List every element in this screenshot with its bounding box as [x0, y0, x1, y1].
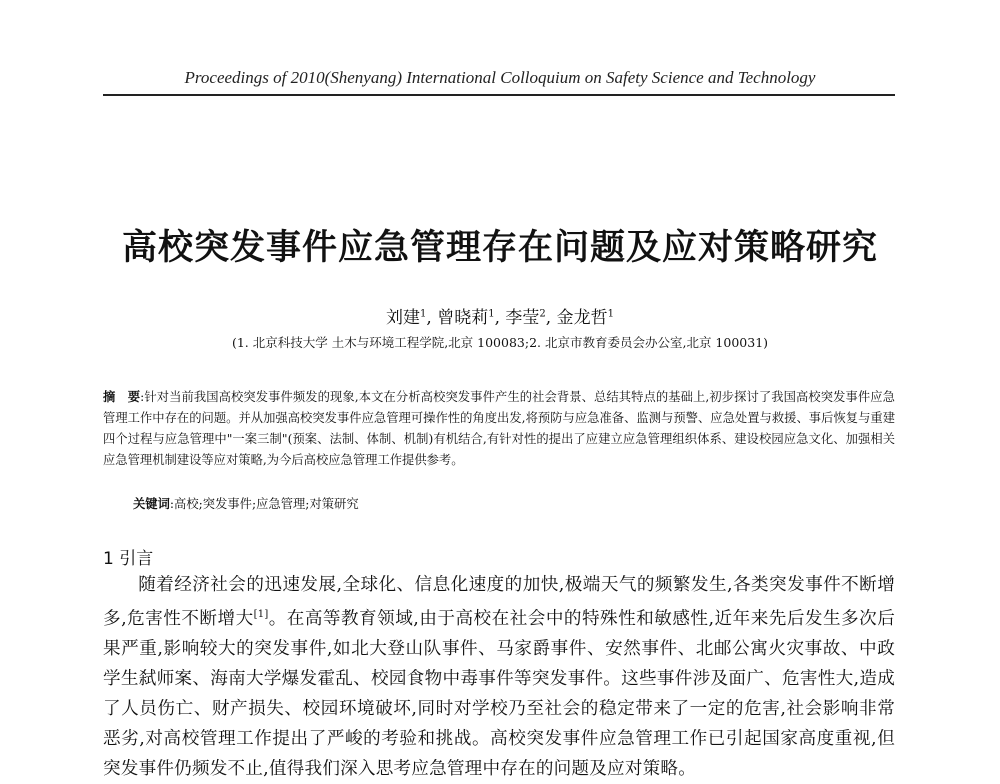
author-name: 金龙哲 [556, 308, 608, 328]
paper-title: 高校突发事件应急管理存在问题及应对策略研究 [121, 227, 878, 268]
body-paragraph [103, 570, 895, 784]
author-name: 李莹 [505, 308, 540, 328]
affiliation-marker: 1 [607, 308, 614, 320]
affiliation-marker: 1 [488, 308, 495, 320]
author-name: 刘建 [386, 308, 421, 328]
running-header: Proceedings of 2010(Shenyang) International Colloquium on Safety Science and Technology [184, 68, 816, 87]
keywords [133, 494, 893, 512]
affiliations: (1. 北京科技大学 土木与环境工程学院,北京 100083;2. 北京市教育委员会办公室,北京 100031) [231, 335, 769, 350]
section-heading: 1 引言 [103, 549, 154, 569]
keywords-text: :高校;突发事件;应急管理;对策研究 [169, 497, 359, 511]
abstract-text: :针对当前我国高校突发事件频发的现象,本文在分析高校突发事件产生的社会背景、总结其特点的基础上,初步探讨了我国高校突发事件应急管理工作中存在的问题。并从加强高校突发事件应急管理可操作性的角度出发,将预防与应急准备、监测与预警、应急处置与救援、事后恢复与重建四个过程与应急管理中"一案三制"(预案、法制、体制、机制)有机结合,有针对性的提出了应建立应急管理组织体系、建设校园应急文化、加强相关应急管理机制建设等应对策略,为今后高校应急管理工作提供参考。 [103, 390, 895, 467]
author-list: 刘建$^1$, 曾晓莉$^1$, 李莹$^2$, 金龙哲$^1$ [386, 308, 614, 328]
body-text-part: 随着经济社会的迅速发展,全球化、信息化速度的加快,极端天气的频繁发生,各类突发事件不断增多,危害性不断增大 [103, 575, 895, 629]
citation-marker: [1] [253, 609, 269, 620]
keywords-label: 关键词 [133, 496, 170, 511]
abstract [103, 386, 895, 471]
affiliation-marker: 2 [539, 308, 546, 320]
affiliation-marker: 1 [420, 308, 427, 320]
abstract-label: 摘 要 [103, 389, 141, 404]
header-rule [103, 94, 895, 96]
author-name: 曾晓莉 [437, 308, 489, 328]
body-text-part: 。在高等教育领域,由于高校在社会中的特殊性和敏感性,近年来先后发生多次后果严重,影响较大的突发事件,如北大登山队事件、马家爵事件、安然事件、北邮公寓火灾事故、中政学生弑师案、海南大学爆发霍乱、校园食物中毒事件等突发事件。这些事件涉及面广、危害性大,造成了人员伤亡、财产损失、校园环境破坏,同时对学校乃至社会的稳定带来了一定的危害,社会影响非常恶劣,对高校管理工作提出了严峻的考验和挑战。高校突发事件应急管理工作已引起国家高度重视,但突发事件仍频发不止,值得我们深入思考应急管理中存在的问题及应对策略。 [103, 608, 895, 779]
